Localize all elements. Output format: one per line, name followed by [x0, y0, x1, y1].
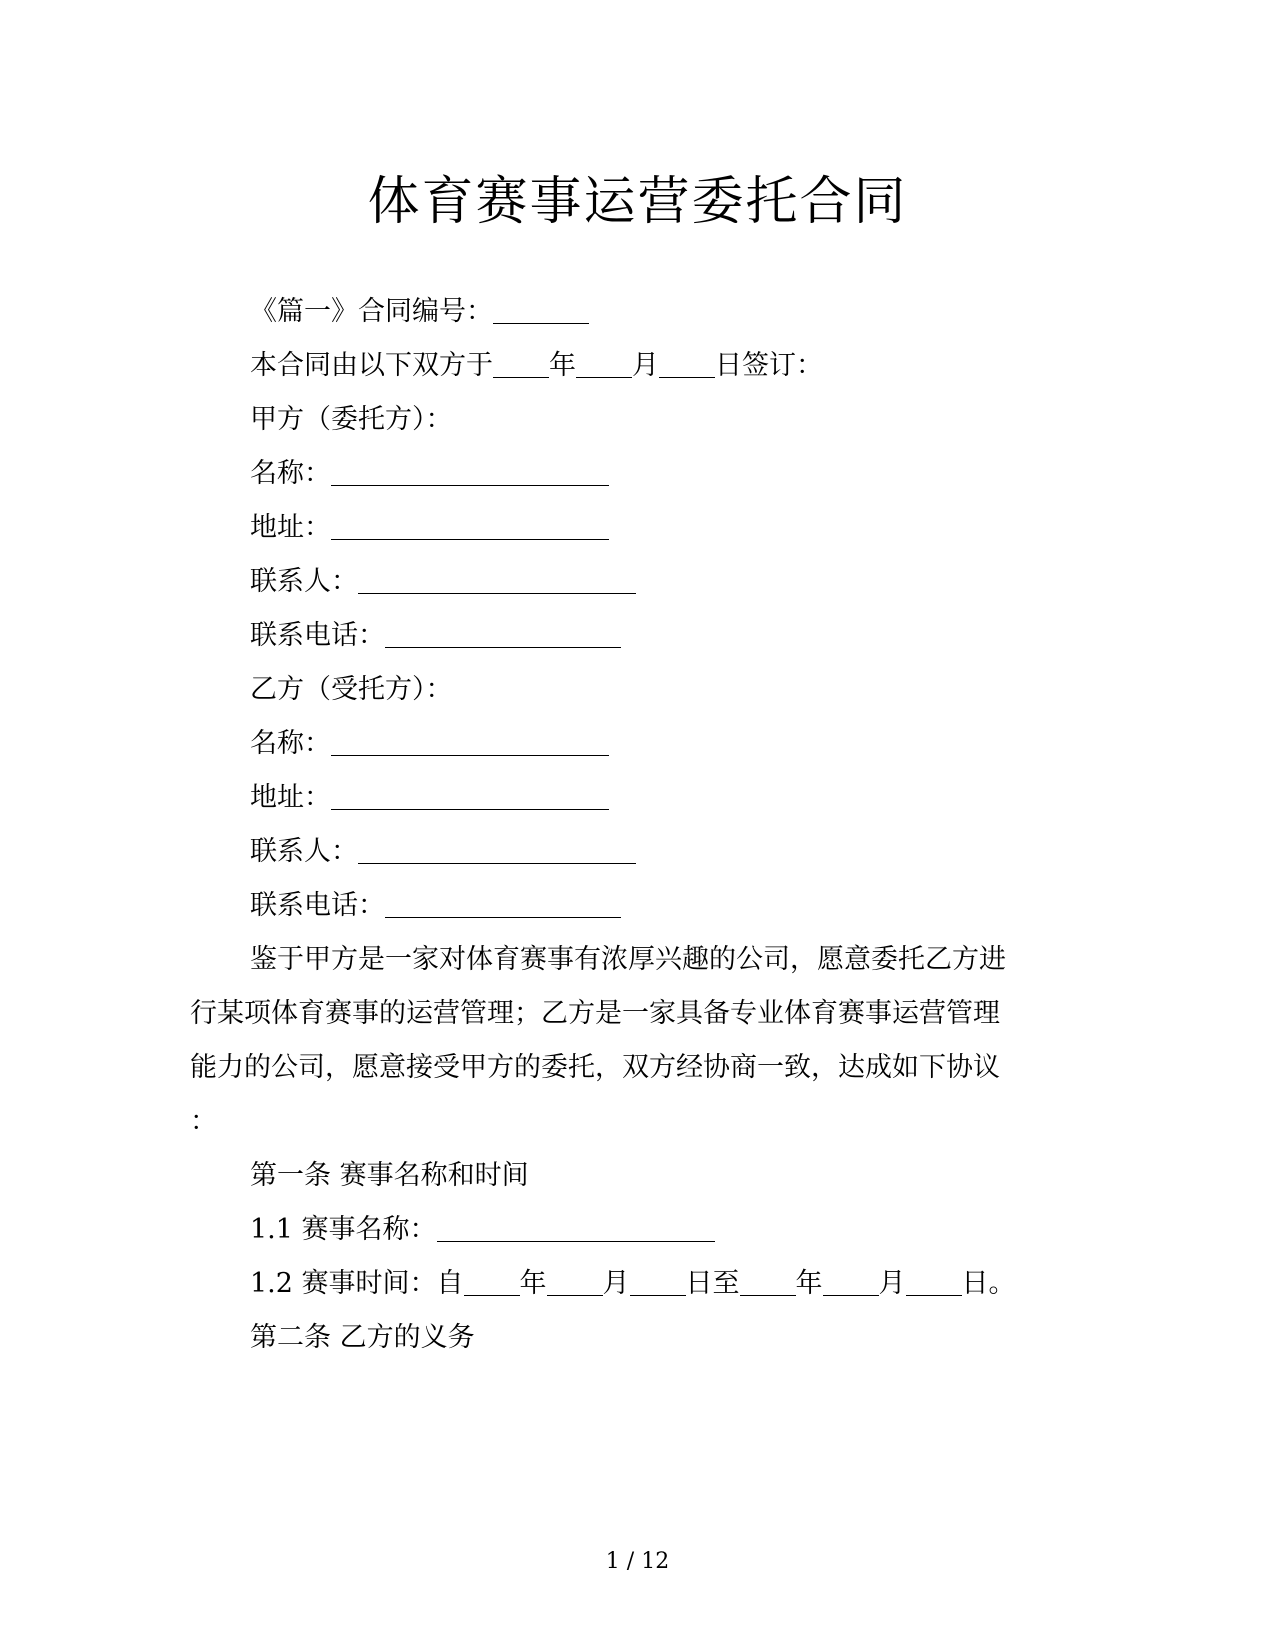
preamble-line-1: 鉴于甲方是一家对体育赛事有浓厚兴趣的公司，愿意委托乙方进: [250, 944, 1006, 975]
start-year-blank: [464, 1269, 520, 1296]
article-1-heading: 第一条 赛事名称和时间: [250, 1160, 529, 1191]
party-a-address-label: 地址：: [250, 512, 331, 543]
party-b-contact-blank: [358, 837, 636, 864]
event-time-prefix: 1.2 赛事时间：自: [250, 1268, 464, 1299]
party-b-phone-blank: [385, 891, 621, 918]
party-a-contact-line: [250, 564, 636, 600]
event-name-line: [250, 1212, 715, 1248]
start-month-blank: [547, 1269, 603, 1296]
party-a-name-label: 名称：: [250, 458, 331, 489]
signing-month-blank: [576, 351, 632, 378]
party-b-address-blank: [331, 783, 609, 810]
event-name-blank: [437, 1215, 715, 1242]
end-day-label: 日。: [961, 1268, 1016, 1299]
page-title: 体育赛事运营委托合同: [367, 172, 908, 232]
preamble-line-4: ：: [190, 1106, 217, 1137]
signing-date-line: [250, 348, 823, 384]
preamble-line-3: 能力的公司，愿意接受甲方的委托，双方经协商一致，达成如下协议: [190, 1052, 1000, 1083]
party-b-contact-line: [250, 834, 636, 870]
party-b-heading: 乙方（受托方）：: [250, 674, 453, 705]
party-a-phone-line: [250, 618, 621, 654]
article-2-heading: 第二条 乙方的义务: [250, 1322, 475, 1353]
preamble-line-2: 行某项体育赛事的运营管理；乙方是一家具备专业体育赛事运营管理: [190, 998, 1000, 1029]
party-a-contact-label: 联系人：: [250, 566, 358, 597]
contract-number-label: 《篇一》合同编号：: [250, 296, 493, 327]
party-b-name-blank: [331, 729, 609, 756]
page-number: 1 / 12: [605, 1549, 670, 1574]
signing-day-blank: [659, 351, 715, 378]
party-a-phone-label: 联系电话：: [250, 620, 385, 651]
start-month-label: 月: [602, 1268, 630, 1299]
event-name-label: 1.1 赛事名称：: [250, 1214, 437, 1245]
signing-year-blank: [493, 351, 549, 378]
party-b-phone-label: 联系电话：: [250, 890, 385, 921]
party-b-address-line: [250, 780, 609, 816]
start-year-label: 年: [519, 1268, 547, 1299]
end-day-blank: [906, 1269, 962, 1296]
end-month-blank: [823, 1269, 879, 1296]
signing-prefix: 本合同由以下双方于: [250, 350, 493, 381]
contract-number-line: [250, 294, 589, 330]
start-day-blank: [630, 1269, 686, 1296]
party-b-address-label: 地址：: [250, 782, 331, 813]
signing-day-label: 日签订：: [715, 350, 823, 381]
party-a-heading: 甲方（委托方）：: [250, 404, 453, 435]
end-year-blank: [740, 1269, 796, 1296]
party-a-contact-blank: [358, 567, 636, 594]
party-a-address-blank: [331, 513, 609, 540]
start-day-label: 日至: [685, 1268, 740, 1299]
party-a-name-blank: [331, 459, 609, 486]
signing-year-label: 年: [549, 350, 576, 381]
party-b-phone-line: [250, 888, 621, 924]
party-b-name-label: 名称：: [250, 728, 331, 759]
party-b-name-line: [250, 726, 609, 762]
event-time-line: [250, 1266, 1016, 1302]
party-a-name-line: [250, 456, 609, 492]
party-b-contact-label: 联系人：: [250, 836, 358, 867]
end-year-label: 年: [795, 1268, 823, 1299]
signing-month-label: 月: [632, 350, 659, 381]
contract-number-blank: [493, 297, 589, 324]
party-a-address-line: [250, 510, 609, 546]
party-a-phone-blank: [385, 621, 621, 648]
end-month-label: 月: [878, 1268, 906, 1299]
